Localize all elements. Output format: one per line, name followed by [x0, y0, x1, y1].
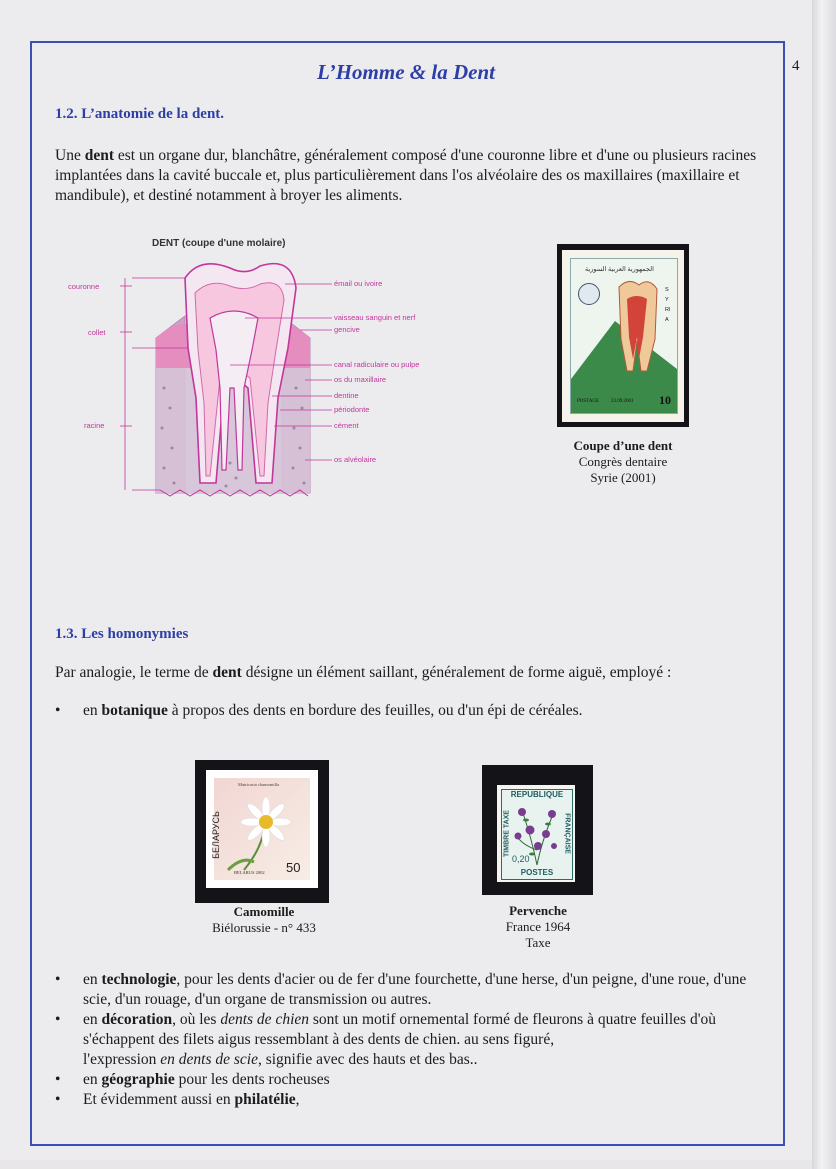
- bold-term: technologie: [101, 971, 177, 988]
- bold-term: géographie: [101, 1071, 175, 1088]
- italic-term: dents de chien: [220, 1011, 310, 1028]
- stamp-syria-design: [570, 258, 678, 414]
- stamp-belarus-footer: BELARUS 2002: [234, 870, 265, 875]
- caption-syria-title: Coupe d’une dent: [573, 438, 673, 453]
- diagram-label-couronne: couronne: [68, 282, 100, 291]
- stamp-syria-country: SYRIA: [665, 287, 671, 323]
- text: ,: [295, 1091, 300, 1108]
- anatomy-paragraph: [55, 146, 767, 206]
- text: sont un motif ornemental formé de fleurons à quatre feuilles d'où s'échappent des filets aigus ressemblant à des dents de chien. au sens figuré,: [83, 1011, 716, 1048]
- stamp-belarus: [206, 770, 318, 888]
- diagram-label-racine: racine: [84, 421, 105, 430]
- text: Et évidemment aussi en: [83, 1091, 235, 1108]
- bullet-dot: •: [55, 702, 61, 719]
- page-edge: [812, 0, 836, 1169]
- stamp-france-top: REPUBLIQUE: [502, 790, 572, 799]
- text: , signifie avec des hauts et des bas..: [257, 1051, 478, 1068]
- diagram-label-canal: canal radiculaire ou pulpe: [334, 360, 420, 369]
- diagram-label-gencive: gencive: [334, 325, 360, 334]
- section-heading-homonymies: 1.3. Les homonymies: [55, 626, 189, 642]
- periwinkle-flower-icon: [502, 790, 572, 879]
- page-title: L’Homme & la Dent: [317, 60, 495, 84]
- text: , où les: [172, 1011, 221, 1028]
- bold-term: botanique: [101, 702, 168, 719]
- caption-syria-line1: Congrès dentaire: [578, 454, 668, 469]
- text: désigne un élément saillant, généralement de forme aiguë, employé :: [241, 664, 672, 681]
- bullet-dot: •: [55, 1011, 61, 1028]
- caption-syria: [540, 438, 706, 486]
- homonymies-intro: [55, 663, 767, 683]
- stamp-syria-tooth: [571, 259, 677, 413]
- caption-france-title: Pervenche: [509, 903, 567, 918]
- stamp-syria-arabic: الجمهورية العربية السورية: [585, 266, 654, 273]
- stamp-syria-postage: POSTAGE: [577, 399, 600, 404]
- text: en: [83, 971, 102, 988]
- caption-belarus-title: Camomille: [233, 904, 295, 919]
- stamp-belarus-design: [210, 778, 310, 880]
- diagram-label-os-maxillaire: os du maxillaire: [334, 375, 387, 384]
- stamp-france-right: FRANÇAISE: [563, 813, 571, 854]
- stamp-syria: [562, 250, 684, 422]
- bold-term: dent: [84, 147, 114, 164]
- diagram-label-vaisseau: vaisseau sanguin et nerf: [334, 313, 416, 322]
- stamp-france-bottom: POSTES: [502, 868, 572, 877]
- diagram-label-dentine: dentine: [334, 391, 359, 400]
- text: Par analogie, le terme de: [55, 664, 213, 681]
- stamp-france-left: TIMBRE TAXE: [503, 810, 511, 857]
- tooth-cross-section: [60, 238, 460, 500]
- caption-france-line1: France 1964: [505, 919, 571, 934]
- diagram-label-periodonte: périodonte: [334, 405, 370, 414]
- text: Une: [55, 147, 85, 164]
- bullet-dot: •: [55, 1071, 61, 1088]
- stamp-france-value: 0,20: [512, 854, 530, 864]
- text: en: [83, 702, 102, 719]
- caption-belarus: [184, 904, 344, 936]
- text: , pour les dents d'acier ou de fer d'une fourchette, d'une herse, d'un peigne, d'une roue, d'une scie, d'un rouage, d'un organe de transmission ou autres.: [83, 971, 747, 1008]
- diagram-label-email: émail ou ivoire: [334, 279, 383, 288]
- diagram-title: DENT (coupe d'une molaire): [152, 238, 286, 249]
- caption-belarus-line1: Biélorussie - n° 433: [212, 920, 316, 935]
- bullet-dot: •: [55, 1091, 61, 1108]
- page-number: 4: [792, 58, 800, 74]
- text: en: [83, 1071, 102, 1088]
- stamp-france-design: [501, 789, 573, 880]
- text: est un organe dur, blanchâtre, généralement composé d'une couronne libre et d'une ou plusieurs racines implantées dans la cavité buccale et, plus particulièrement dans l'os alvéolaire des os maxillaires (maxillaire et mandibule), et destiné notamment à broyer les aliments.: [55, 147, 757, 204]
- diagram-label-cement: cément: [334, 421, 359, 430]
- caption-france-line2: Taxe: [525, 935, 551, 950]
- diagram-label-collet: collet: [88, 328, 106, 337]
- text: pour les dents rocheuses: [174, 1071, 330, 1088]
- tooth-diagram: [60, 238, 460, 500]
- text: en: [83, 1011, 102, 1028]
- caption-france: [458, 903, 618, 951]
- text: à propos des dents en bordure des feuilles, ou d'un épi de céréales.: [167, 702, 583, 719]
- bullet-dot: •: [55, 971, 61, 988]
- section-heading-anatomy: 1.2. L’anatomie de la dent.: [55, 106, 225, 122]
- stamp-belarus-value: 50: [286, 860, 301, 875]
- stamp-belarus-small-text: Matricaria chamomilla: [238, 782, 280, 787]
- stamp-france: [497, 785, 575, 882]
- italic-term: en dents de scie: [160, 1051, 258, 1068]
- bold-term: dent: [212, 664, 242, 681]
- bold-term: décoration: [101, 1011, 173, 1028]
- stamp-syria-date: 23.09.2001: [611, 399, 634, 404]
- text: l'expression: [83, 1051, 161, 1068]
- stamp-syria-value: 10: [659, 393, 671, 407]
- diagram-label-os-alveolaire: os alvéolaire: [334, 455, 377, 464]
- stamp-belarus-country: БЕЛАРУСЬ: [210, 811, 221, 859]
- caption-syria-line2: Syrie (2001): [590, 470, 656, 485]
- bold-term: philatélie: [234, 1091, 296, 1108]
